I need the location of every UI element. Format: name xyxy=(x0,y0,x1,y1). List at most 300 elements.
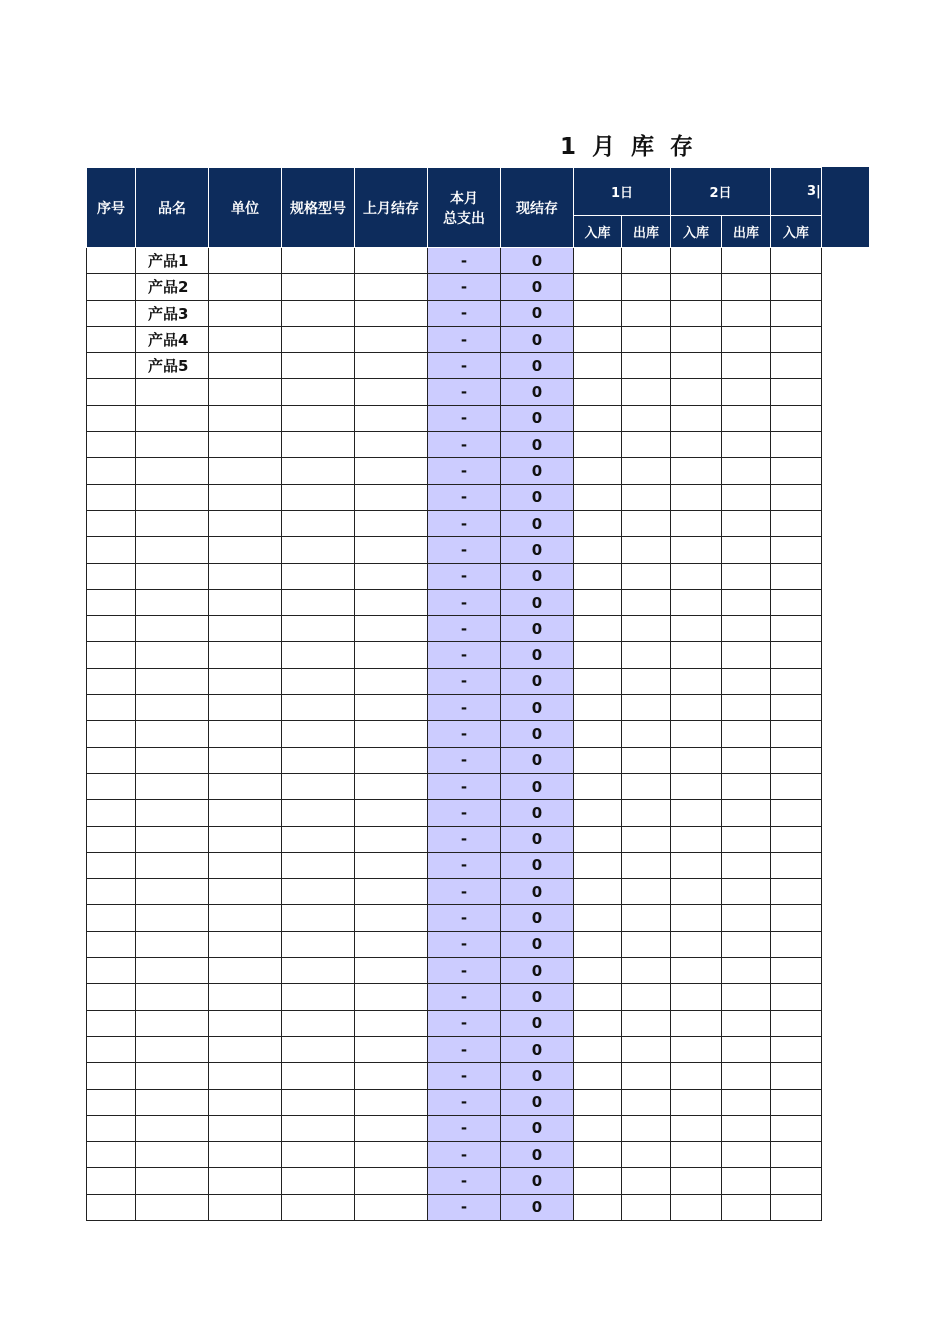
day3-in-cell[interactable] xyxy=(771,642,822,668)
spec-cell[interactable] xyxy=(282,1089,355,1115)
spec-cell[interactable] xyxy=(282,1010,355,1036)
month-total-cell[interactable]: - xyxy=(428,484,501,510)
spec-cell[interactable] xyxy=(282,800,355,826)
unit-cell[interactable] xyxy=(209,1168,282,1194)
name-cell[interactable] xyxy=(136,984,209,1010)
name-cell[interactable]: 产品3 xyxy=(136,300,209,326)
day2-in-cell[interactable] xyxy=(671,405,722,431)
spec-cell[interactable] xyxy=(282,248,355,274)
month-total-cell[interactable]: - xyxy=(428,405,501,431)
day1-in-cell[interactable] xyxy=(574,984,622,1010)
spec-cell[interactable] xyxy=(282,721,355,747)
spec-cell[interactable] xyxy=(282,958,355,984)
month-total-cell[interactable]: - xyxy=(428,432,501,458)
current-stock-cell[interactable]: 0 xyxy=(501,642,574,668)
unit-cell[interactable] xyxy=(209,484,282,510)
last-month-cell[interactable] xyxy=(355,563,428,589)
day2-out-cell[interactable] xyxy=(722,931,771,957)
month-total-cell[interactable]: - xyxy=(428,274,501,300)
day2-in-cell[interactable] xyxy=(671,1115,722,1141)
current-stock-cell[interactable]: 0 xyxy=(501,1194,574,1220)
last-month-cell[interactable] xyxy=(355,642,428,668)
day1-out-cell[interactable] xyxy=(622,589,671,615)
seq-cell[interactable] xyxy=(87,747,136,773)
last-month-cell[interactable] xyxy=(355,721,428,747)
day2-in-cell[interactable] xyxy=(671,642,722,668)
day3-in-cell[interactable] xyxy=(771,300,822,326)
spec-cell[interactable] xyxy=(282,563,355,589)
day2-out-cell[interactable] xyxy=(722,537,771,563)
current-stock-cell[interactable]: 0 xyxy=(501,326,574,352)
current-stock-cell[interactable]: 0 xyxy=(501,1115,574,1141)
day2-out-cell[interactable] xyxy=(722,905,771,931)
month-total-cell[interactable]: - xyxy=(428,826,501,852)
day1-out-cell[interactable] xyxy=(622,326,671,352)
day1-out-cell[interactable] xyxy=(622,563,671,589)
last-month-cell[interactable] xyxy=(355,958,428,984)
name-cell[interactable] xyxy=(136,563,209,589)
month-total-cell[interactable]: - xyxy=(428,721,501,747)
month-total-cell[interactable]: - xyxy=(428,248,501,274)
day1-out-cell[interactable] xyxy=(622,958,671,984)
name-cell[interactable] xyxy=(136,1089,209,1115)
unit-cell[interactable] xyxy=(209,432,282,458)
seq-cell[interactable] xyxy=(87,695,136,721)
day2-out-cell[interactable] xyxy=(722,958,771,984)
last-month-cell[interactable] xyxy=(355,1194,428,1220)
day3-in-cell[interactable] xyxy=(771,905,822,931)
day1-in-cell[interactable] xyxy=(574,484,622,510)
day1-in-cell[interactable] xyxy=(574,274,622,300)
day2-in-cell[interactable] xyxy=(671,826,722,852)
current-stock-cell[interactable]: 0 xyxy=(501,773,574,799)
unit-cell[interactable] xyxy=(209,1063,282,1089)
spec-cell[interactable] xyxy=(282,300,355,326)
name-cell[interactable] xyxy=(136,931,209,957)
current-stock-cell[interactable]: 0 xyxy=(501,747,574,773)
seq-cell[interactable] xyxy=(87,458,136,484)
day3-in-cell[interactable] xyxy=(771,800,822,826)
month-total-cell[interactable]: - xyxy=(428,747,501,773)
name-cell[interactable] xyxy=(136,589,209,615)
name-cell[interactable] xyxy=(136,879,209,905)
current-stock-cell[interactable]: 0 xyxy=(501,563,574,589)
name-cell[interactable] xyxy=(136,484,209,510)
day3-in-cell[interactable] xyxy=(771,668,822,694)
last-month-cell[interactable] xyxy=(355,1168,428,1194)
last-month-cell[interactable] xyxy=(355,773,428,799)
spec-cell[interactable] xyxy=(282,1142,355,1168)
day2-in-cell[interactable] xyxy=(671,1142,722,1168)
day1-in-cell[interactable] xyxy=(574,1036,622,1062)
unit-cell[interactable] xyxy=(209,248,282,274)
day2-in-cell[interactable] xyxy=(671,510,722,536)
spec-cell[interactable] xyxy=(282,1036,355,1062)
day1-out-cell[interactable] xyxy=(622,616,671,642)
unit-cell[interactable] xyxy=(209,1142,282,1168)
day1-out-cell[interactable] xyxy=(622,773,671,799)
day2-in-cell[interactable] xyxy=(671,747,722,773)
seq-cell[interactable] xyxy=(87,905,136,931)
seq-cell[interactable] xyxy=(87,537,136,563)
day1-out-cell[interactable] xyxy=(622,1194,671,1220)
day1-out-cell[interactable] xyxy=(622,905,671,931)
day1-out-cell[interactable] xyxy=(622,353,671,379)
current-stock-cell[interactable]: 0 xyxy=(501,984,574,1010)
day2-out-cell[interactable] xyxy=(722,747,771,773)
seq-cell[interactable] xyxy=(87,432,136,458)
day1-in-cell[interactable] xyxy=(574,326,622,352)
day3-in-cell[interactable] xyxy=(771,274,822,300)
seq-cell[interactable] xyxy=(87,300,136,326)
day1-in-cell[interactable] xyxy=(574,642,622,668)
current-stock-cell[interactable]: 0 xyxy=(501,1142,574,1168)
day2-out-cell[interactable] xyxy=(722,616,771,642)
unit-cell[interactable] xyxy=(209,353,282,379)
current-stock-cell[interactable]: 0 xyxy=(501,537,574,563)
unit-cell[interactable] xyxy=(209,563,282,589)
spec-cell[interactable] xyxy=(282,353,355,379)
name-cell[interactable] xyxy=(136,1115,209,1141)
day1-out-cell[interactable] xyxy=(622,747,671,773)
unit-cell[interactable] xyxy=(209,958,282,984)
last-month-cell[interactable] xyxy=(355,616,428,642)
day3-in-cell[interactable] xyxy=(771,563,822,589)
day1-out-cell[interactable] xyxy=(622,1142,671,1168)
col-header-last-month[interactable]: 上月结存 xyxy=(355,168,428,248)
seq-cell[interactable] xyxy=(87,248,136,274)
day3-in-cell[interactable] xyxy=(771,1115,822,1141)
unit-cell[interactable] xyxy=(209,879,282,905)
last-month-cell[interactable] xyxy=(355,274,428,300)
seq-cell[interactable] xyxy=(87,931,136,957)
day1-in-cell[interactable] xyxy=(574,852,622,878)
month-total-cell[interactable]: - xyxy=(428,958,501,984)
day2-in-cell[interactable] xyxy=(671,1089,722,1115)
seq-cell[interactable] xyxy=(87,563,136,589)
seq-cell[interactable] xyxy=(87,668,136,694)
day1-in-cell[interactable] xyxy=(574,537,622,563)
col-header-name[interactable]: 品名 xyxy=(136,168,209,248)
day2-out-cell[interactable] xyxy=(722,1168,771,1194)
day1-out-cell[interactable] xyxy=(622,800,671,826)
day1-out-cell[interactable] xyxy=(622,984,671,1010)
name-cell[interactable] xyxy=(136,432,209,458)
name-cell[interactable] xyxy=(136,668,209,694)
day2-in-cell[interactable] xyxy=(671,484,722,510)
day1-out-cell[interactable] xyxy=(622,510,671,536)
unit-cell[interactable] xyxy=(209,1115,282,1141)
day2-out-cell[interactable] xyxy=(722,721,771,747)
day1-in-cell[interactable] xyxy=(574,248,622,274)
day2-in-cell[interactable] xyxy=(671,668,722,694)
seq-cell[interactable] xyxy=(87,721,136,747)
seq-cell[interactable] xyxy=(87,879,136,905)
month-total-cell[interactable]: - xyxy=(428,300,501,326)
seq-cell[interactable] xyxy=(87,1194,136,1220)
last-month-cell[interactable] xyxy=(355,1036,428,1062)
unit-cell[interactable] xyxy=(209,1010,282,1036)
day3-in-cell[interactable] xyxy=(771,1063,822,1089)
last-month-cell[interactable] xyxy=(355,405,428,431)
seq-cell[interactable] xyxy=(87,484,136,510)
day1-out-cell[interactable] xyxy=(622,1089,671,1115)
month-total-cell[interactable]: - xyxy=(428,458,501,484)
spec-cell[interactable] xyxy=(282,984,355,1010)
day1-in-cell[interactable] xyxy=(574,721,622,747)
seq-cell[interactable] xyxy=(87,1036,136,1062)
day2-out-cell[interactable] xyxy=(722,642,771,668)
col-header-day-3[interactable]: 3| xyxy=(771,168,822,216)
day2-in-cell[interactable] xyxy=(671,537,722,563)
spec-cell[interactable] xyxy=(282,773,355,799)
seq-cell[interactable] xyxy=(87,589,136,615)
day1-in-cell[interactable] xyxy=(574,879,622,905)
spec-cell[interactable] xyxy=(282,510,355,536)
day1-in-cell[interactable] xyxy=(574,458,622,484)
month-total-cell[interactable]: - xyxy=(428,1194,501,1220)
day3-in-cell[interactable] xyxy=(771,1036,822,1062)
unit-cell[interactable] xyxy=(209,300,282,326)
day2-in-cell[interactable] xyxy=(671,1194,722,1220)
day1-out-cell[interactable] xyxy=(622,879,671,905)
current-stock-cell[interactable]: 0 xyxy=(501,616,574,642)
month-total-cell[interactable]: - xyxy=(428,1010,501,1036)
day1-out-cell[interactable] xyxy=(622,1063,671,1089)
day2-in-cell[interactable] xyxy=(671,1063,722,1089)
seq-cell[interactable] xyxy=(87,616,136,642)
day2-in-cell[interactable] xyxy=(671,852,722,878)
day3-in-cell[interactable] xyxy=(771,616,822,642)
month-total-cell[interactable]: - xyxy=(428,563,501,589)
col-header-unit[interactable]: 单位 xyxy=(209,168,282,248)
day3-in-cell[interactable] xyxy=(771,984,822,1010)
day2-in-cell[interactable] xyxy=(671,432,722,458)
seq-cell[interactable] xyxy=(87,642,136,668)
day2-out-cell[interactable] xyxy=(722,274,771,300)
day3-in-cell[interactable] xyxy=(771,484,822,510)
spec-cell[interactable] xyxy=(282,879,355,905)
last-month-cell[interactable] xyxy=(355,537,428,563)
current-stock-cell[interactable]: 0 xyxy=(501,1168,574,1194)
last-month-cell[interactable] xyxy=(355,852,428,878)
day1-in-cell[interactable] xyxy=(574,1063,622,1089)
day3-in-cell[interactable] xyxy=(771,773,822,799)
day1-in-cell[interactable] xyxy=(574,1168,622,1194)
last-month-cell[interactable] xyxy=(355,984,428,1010)
unit-cell[interactable] xyxy=(209,379,282,405)
day1-in-cell[interactable] xyxy=(574,931,622,957)
day2-out-cell[interactable] xyxy=(722,773,771,799)
current-stock-cell[interactable]: 0 xyxy=(501,1010,574,1036)
day2-out-cell[interactable] xyxy=(722,1089,771,1115)
day1-in-cell[interactable] xyxy=(574,1010,622,1036)
spec-cell[interactable] xyxy=(282,931,355,957)
current-stock-cell[interactable]: 0 xyxy=(501,1063,574,1089)
col-header-spec[interactable]: 规格型号 xyxy=(282,168,355,248)
day2-in-cell[interactable] xyxy=(671,353,722,379)
day2-out-cell[interactable] xyxy=(722,1063,771,1089)
day3-in-cell[interactable] xyxy=(771,931,822,957)
unit-cell[interactable] xyxy=(209,458,282,484)
name-cell[interactable] xyxy=(136,1194,209,1220)
day1-in-cell[interactable] xyxy=(574,563,622,589)
day1-out-cell[interactable] xyxy=(622,695,671,721)
seq-cell[interactable] xyxy=(87,773,136,799)
unit-cell[interactable] xyxy=(209,1194,282,1220)
name-cell[interactable] xyxy=(136,958,209,984)
day1-out-cell[interactable] xyxy=(622,668,671,694)
spec-cell[interactable] xyxy=(282,905,355,931)
spec-cell[interactable] xyxy=(282,589,355,615)
day3-in-cell[interactable] xyxy=(771,1168,822,1194)
name-cell[interactable] xyxy=(136,1063,209,1089)
month-total-cell[interactable]: - xyxy=(428,353,501,379)
day1-in-cell[interactable] xyxy=(574,616,622,642)
current-stock-cell[interactable]: 0 xyxy=(501,1036,574,1062)
unit-cell[interactable] xyxy=(209,721,282,747)
day3-in-cell[interactable] xyxy=(771,879,822,905)
day2-out-cell[interactable] xyxy=(722,800,771,826)
name-cell[interactable] xyxy=(136,1010,209,1036)
last-month-cell[interactable] xyxy=(355,1063,428,1089)
seq-cell[interactable] xyxy=(87,1089,136,1115)
day1-out-cell[interactable] xyxy=(622,721,671,747)
seq-cell[interactable] xyxy=(87,353,136,379)
day3-in-cell[interactable] xyxy=(771,379,822,405)
name-cell[interactable] xyxy=(136,537,209,563)
day2-in-cell[interactable] xyxy=(671,563,722,589)
last-month-cell[interactable] xyxy=(355,1010,428,1036)
day1-in-cell[interactable] xyxy=(574,695,622,721)
month-total-cell[interactable]: - xyxy=(428,510,501,536)
month-total-cell[interactable]: - xyxy=(428,852,501,878)
day1-out-cell[interactable] xyxy=(622,1168,671,1194)
last-month-cell[interactable] xyxy=(355,248,428,274)
name-cell[interactable] xyxy=(136,642,209,668)
name-cell[interactable]: 产品5 xyxy=(136,353,209,379)
col-header-day-1[interactable]: 1日 xyxy=(574,168,671,216)
day3-in-cell[interactable] xyxy=(771,1194,822,1220)
day1-in-cell[interactable] xyxy=(574,1142,622,1168)
day1-in-cell[interactable] xyxy=(574,1089,622,1115)
month-total-cell[interactable]: - xyxy=(428,773,501,799)
col-header-day2-out[interactable]: 出库 xyxy=(722,216,771,248)
current-stock-cell[interactable]: 0 xyxy=(501,458,574,484)
day3-in-cell[interactable] xyxy=(771,695,822,721)
day1-out-cell[interactable] xyxy=(622,642,671,668)
col-header-day2-in[interactable]: 入库 xyxy=(671,216,722,248)
spec-cell[interactable] xyxy=(282,458,355,484)
month-total-cell[interactable]: - xyxy=(428,537,501,563)
unit-cell[interactable] xyxy=(209,274,282,300)
name-cell[interactable] xyxy=(136,721,209,747)
day2-out-cell[interactable] xyxy=(722,432,771,458)
day2-out-cell[interactable] xyxy=(722,484,771,510)
day1-out-cell[interactable] xyxy=(622,826,671,852)
spec-cell[interactable] xyxy=(282,432,355,458)
day1-out-cell[interactable] xyxy=(622,484,671,510)
spec-cell[interactable] xyxy=(282,668,355,694)
name-cell[interactable]: 产品2 xyxy=(136,274,209,300)
day1-out-cell[interactable] xyxy=(622,1036,671,1062)
name-cell[interactable] xyxy=(136,747,209,773)
day2-in-cell[interactable] xyxy=(671,379,722,405)
current-stock-cell[interactable]: 0 xyxy=(501,484,574,510)
day2-out-cell[interactable] xyxy=(722,1036,771,1062)
current-stock-cell[interactable]: 0 xyxy=(501,668,574,694)
unit-cell[interactable] xyxy=(209,747,282,773)
unit-cell[interactable] xyxy=(209,537,282,563)
day2-out-cell[interactable] xyxy=(722,1115,771,1141)
day1-out-cell[interactable] xyxy=(622,405,671,431)
day1-out-cell[interactable] xyxy=(622,379,671,405)
name-cell[interactable] xyxy=(136,800,209,826)
day3-in-cell[interactable] xyxy=(771,326,822,352)
current-stock-cell[interactable]: 0 xyxy=(501,695,574,721)
day2-out-cell[interactable] xyxy=(722,458,771,484)
name-cell[interactable] xyxy=(136,510,209,536)
seq-cell[interactable] xyxy=(87,510,136,536)
day2-out-cell[interactable] xyxy=(722,1194,771,1220)
current-stock-cell[interactable]: 0 xyxy=(501,1089,574,1115)
seq-cell[interactable] xyxy=(87,1063,136,1089)
unit-cell[interactable] xyxy=(209,905,282,931)
day2-in-cell[interactable] xyxy=(671,905,722,931)
current-stock-cell[interactable]: 0 xyxy=(501,432,574,458)
name-cell[interactable] xyxy=(136,1168,209,1194)
day2-out-cell[interactable] xyxy=(722,879,771,905)
current-stock-cell[interactable]: 0 xyxy=(501,405,574,431)
name-cell[interactable] xyxy=(136,458,209,484)
seq-cell[interactable] xyxy=(87,800,136,826)
day1-out-cell[interactable] xyxy=(622,274,671,300)
current-stock-cell[interactable]: 0 xyxy=(501,958,574,984)
day2-in-cell[interactable] xyxy=(671,984,722,1010)
day1-in-cell[interactable] xyxy=(574,905,622,931)
day3-in-cell[interactable] xyxy=(771,589,822,615)
day3-in-cell[interactable] xyxy=(771,537,822,563)
current-stock-cell[interactable]: 0 xyxy=(501,589,574,615)
day1-in-cell[interactable] xyxy=(574,589,622,615)
day2-in-cell[interactable] xyxy=(671,248,722,274)
name-cell[interactable] xyxy=(136,616,209,642)
day3-in-cell[interactable] xyxy=(771,432,822,458)
day1-out-cell[interactable] xyxy=(622,852,671,878)
day2-out-cell[interactable] xyxy=(722,695,771,721)
day3-in-cell[interactable] xyxy=(771,1010,822,1036)
day2-in-cell[interactable] xyxy=(671,1168,722,1194)
last-month-cell[interactable] xyxy=(355,1089,428,1115)
col-header-day1-in[interactable]: 入库 xyxy=(574,216,622,248)
day2-out-cell[interactable] xyxy=(722,405,771,431)
day2-out-cell[interactable] xyxy=(722,510,771,536)
spec-cell[interactable] xyxy=(282,852,355,878)
day3-in-cell[interactable] xyxy=(771,958,822,984)
day3-in-cell[interactable] xyxy=(771,852,822,878)
day1-out-cell[interactable] xyxy=(622,1115,671,1141)
unit-cell[interactable] xyxy=(209,931,282,957)
last-month-cell[interactable] xyxy=(355,800,428,826)
name-cell[interactable] xyxy=(136,852,209,878)
day1-in-cell[interactable] xyxy=(574,747,622,773)
day2-in-cell[interactable] xyxy=(671,326,722,352)
month-total-cell[interactable]: - xyxy=(428,668,501,694)
name-cell[interactable]: 产品4 xyxy=(136,326,209,352)
day2-in-cell[interactable] xyxy=(671,300,722,326)
spec-cell[interactable] xyxy=(282,695,355,721)
seq-cell[interactable] xyxy=(87,1115,136,1141)
